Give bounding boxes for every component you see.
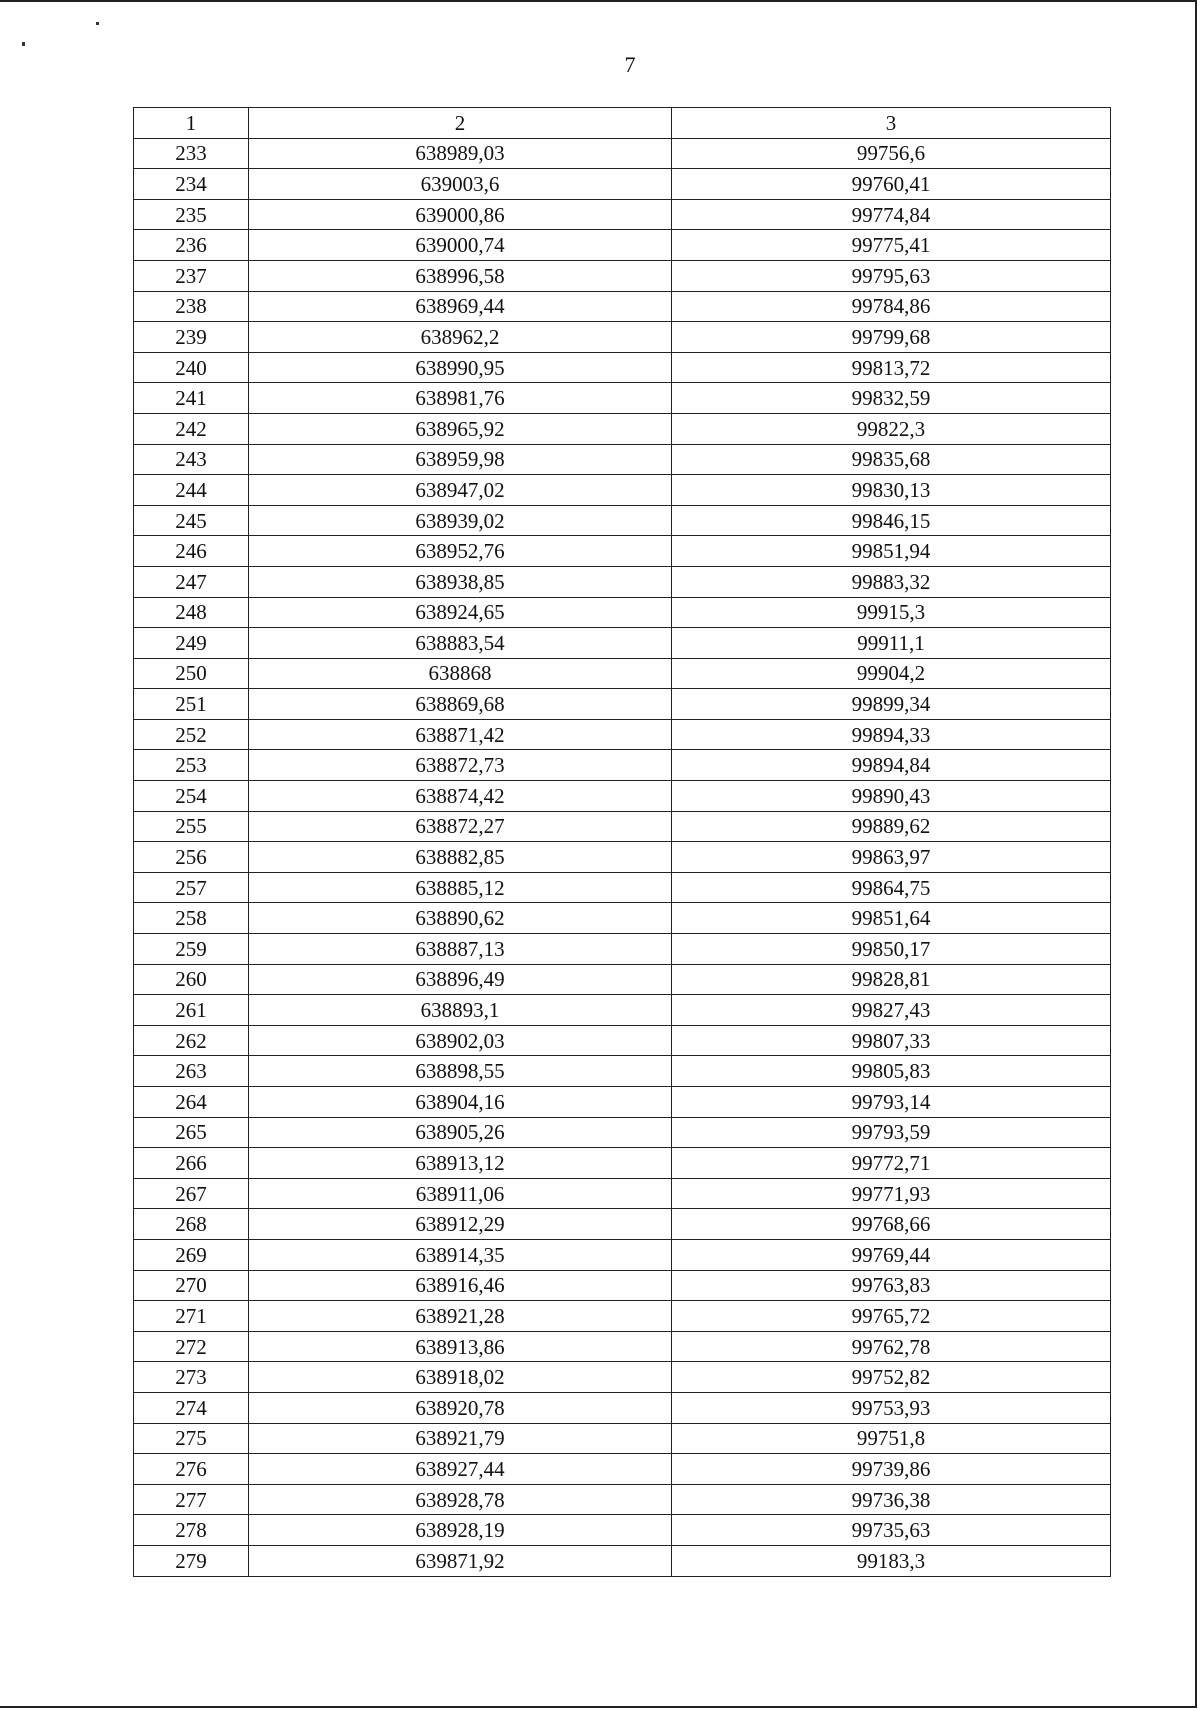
cell-y-coordinate: 99904,2 xyxy=(672,658,1111,689)
cell-point-number: 242 xyxy=(134,413,249,444)
table-row xyxy=(134,536,1111,567)
table-row xyxy=(134,1270,1111,1301)
table-row xyxy=(134,1148,1111,1179)
cell-x-coordinate: 638868 xyxy=(249,658,672,689)
cell-x-coordinate: 638939,02 xyxy=(249,505,672,536)
cell-y-coordinate: 99850,17 xyxy=(672,934,1111,965)
table-row xyxy=(134,1056,1111,1087)
cell-y-coordinate: 99772,71 xyxy=(672,1148,1111,1179)
cell-y-coordinate: 99795,63 xyxy=(672,260,1111,291)
cell-x-coordinate: 638921,79 xyxy=(249,1423,672,1454)
cell-y-coordinate: 99851,64 xyxy=(672,903,1111,934)
cell-x-coordinate: 638905,26 xyxy=(249,1117,672,1148)
cell-y-coordinate: 99835,68 xyxy=(672,444,1111,475)
cell-y-coordinate: 99739,86 xyxy=(672,1454,1111,1485)
table-row xyxy=(134,872,1111,903)
cell-point-number: 252 xyxy=(134,719,249,750)
cell-y-coordinate: 99735,63 xyxy=(672,1515,1111,1546)
cell-point-number: 259 xyxy=(134,934,249,965)
cell-point-number: 254 xyxy=(134,781,249,812)
table-row xyxy=(134,413,1111,444)
cell-y-coordinate: 99760,41 xyxy=(672,169,1111,200)
cell-x-coordinate: 638887,13 xyxy=(249,934,672,965)
cell-y-coordinate: 99890,43 xyxy=(672,781,1111,812)
table-row xyxy=(134,811,1111,842)
cell-y-coordinate: 99774,84 xyxy=(672,199,1111,230)
cell-point-number: 240 xyxy=(134,352,249,383)
table-row xyxy=(134,1545,1111,1576)
cell-x-coordinate: 638928,78 xyxy=(249,1484,672,1515)
cell-y-coordinate: 99771,93 xyxy=(672,1178,1111,1209)
table-row xyxy=(134,1178,1111,1209)
cell-x-coordinate: 639871,92 xyxy=(249,1545,672,1576)
cell-point-number: 248 xyxy=(134,597,249,628)
cell-point-number: 236 xyxy=(134,230,249,261)
table-row xyxy=(134,1239,1111,1270)
scan-speck xyxy=(22,42,25,46)
cell-point-number: 270 xyxy=(134,1270,249,1301)
cell-y-coordinate: 99784,86 xyxy=(672,291,1111,322)
table-row xyxy=(134,628,1111,659)
table-row xyxy=(134,781,1111,812)
cell-x-coordinate: 638952,76 xyxy=(249,536,672,567)
cell-y-coordinate: 99828,81 xyxy=(672,964,1111,995)
cell-y-coordinate: 99883,32 xyxy=(672,566,1111,597)
cell-x-coordinate: 638896,49 xyxy=(249,964,672,995)
cell-x-coordinate: 638890,62 xyxy=(249,903,672,934)
table-row xyxy=(134,842,1111,873)
cell-x-coordinate: 638921,28 xyxy=(249,1301,672,1332)
cell-y-coordinate: 99756,6 xyxy=(672,138,1111,169)
cell-point-number: 237 xyxy=(134,260,249,291)
cell-point-number: 278 xyxy=(134,1515,249,1546)
cell-point-number: 247 xyxy=(134,566,249,597)
table-row xyxy=(134,964,1111,995)
cell-x-coordinate: 638916,46 xyxy=(249,1270,672,1301)
cell-x-coordinate: 638869,68 xyxy=(249,689,672,720)
table-row xyxy=(134,1301,1111,1332)
table-row xyxy=(134,1362,1111,1393)
table-row xyxy=(134,658,1111,689)
cell-point-number: 257 xyxy=(134,872,249,903)
cell-x-coordinate: 638996,58 xyxy=(249,260,672,291)
cell-point-number: 251 xyxy=(134,689,249,720)
table-row xyxy=(134,1484,1111,1515)
cell-x-coordinate: 638927,44 xyxy=(249,1454,672,1485)
cell-x-coordinate: 638918,02 xyxy=(249,1362,672,1393)
cell-y-coordinate: 99864,75 xyxy=(672,872,1111,903)
table-row xyxy=(134,1392,1111,1423)
cell-x-coordinate: 639000,86 xyxy=(249,199,672,230)
scan-speck xyxy=(96,22,99,25)
table-row xyxy=(134,1423,1111,1454)
cell-point-number: 277 xyxy=(134,1484,249,1515)
cell-point-number: 274 xyxy=(134,1392,249,1423)
cell-y-coordinate: 99765,72 xyxy=(672,1301,1111,1332)
cell-y-coordinate: 99830,13 xyxy=(672,475,1111,506)
cell-point-number: 279 xyxy=(134,1545,249,1576)
cell-x-coordinate: 638989,03 xyxy=(249,138,672,169)
cell-point-number: 275 xyxy=(134,1423,249,1454)
table-row xyxy=(134,199,1111,230)
cell-x-coordinate: 638965,92 xyxy=(249,413,672,444)
cell-y-coordinate: 99799,68 xyxy=(672,322,1111,353)
cell-x-coordinate: 638962,2 xyxy=(249,322,672,353)
table-row xyxy=(134,750,1111,781)
table-row xyxy=(134,1515,1111,1546)
cell-x-coordinate: 638874,42 xyxy=(249,781,672,812)
cell-x-coordinate: 638871,42 xyxy=(249,719,672,750)
table-row xyxy=(134,1025,1111,1056)
cell-point-number: 264 xyxy=(134,1087,249,1118)
cell-point-number: 246 xyxy=(134,536,249,567)
table-row xyxy=(134,1454,1111,1485)
cell-y-coordinate: 99775,41 xyxy=(672,230,1111,261)
page-number: 7 xyxy=(624,52,636,77)
cell-x-coordinate: 638872,73 xyxy=(249,750,672,781)
table-row xyxy=(134,1087,1111,1118)
cell-point-number: 269 xyxy=(134,1239,249,1270)
cell-point-number: 273 xyxy=(134,1362,249,1393)
cell-y-coordinate: 99851,94 xyxy=(672,536,1111,567)
coordinates-table xyxy=(133,107,1111,1577)
table-row xyxy=(134,1209,1111,1240)
cell-x-coordinate: 638959,98 xyxy=(249,444,672,475)
cell-x-coordinate: 638893,1 xyxy=(249,995,672,1026)
cell-y-coordinate: 99769,44 xyxy=(672,1239,1111,1270)
cell-x-coordinate: 638990,95 xyxy=(249,352,672,383)
column-header-point-number: 1 xyxy=(134,108,249,139)
cell-x-coordinate: 638913,12 xyxy=(249,1148,672,1179)
cell-point-number: 250 xyxy=(134,658,249,689)
cell-point-number: 268 xyxy=(134,1209,249,1240)
cell-point-number: 256 xyxy=(134,842,249,873)
cell-y-coordinate: 99751,8 xyxy=(672,1423,1111,1454)
cell-point-number: 263 xyxy=(134,1056,249,1087)
cell-y-coordinate: 99807,33 xyxy=(672,1025,1111,1056)
table-row xyxy=(134,934,1111,965)
cell-x-coordinate: 638938,85 xyxy=(249,566,672,597)
cell-point-number: 235 xyxy=(134,199,249,230)
cell-x-coordinate: 638920,78 xyxy=(249,1392,672,1423)
cell-x-coordinate: 638883,54 xyxy=(249,628,672,659)
cell-y-coordinate: 99899,34 xyxy=(672,689,1111,720)
cell-x-coordinate: 638882,85 xyxy=(249,842,672,873)
cell-x-coordinate: 638969,44 xyxy=(249,291,672,322)
table-row xyxy=(134,291,1111,322)
cell-point-number: 258 xyxy=(134,903,249,934)
cell-x-coordinate: 638928,19 xyxy=(249,1515,672,1546)
cell-y-coordinate: 99832,59 xyxy=(672,383,1111,414)
cell-point-number: 267 xyxy=(134,1178,249,1209)
cell-y-coordinate: 99915,3 xyxy=(672,597,1111,628)
cell-point-number: 271 xyxy=(134,1301,249,1332)
cell-point-number: 234 xyxy=(134,169,249,200)
cell-point-number: 253 xyxy=(134,750,249,781)
cell-x-coordinate: 638913,86 xyxy=(249,1331,672,1362)
column-header-y: 3 xyxy=(672,108,1111,139)
table-row xyxy=(134,995,1111,1026)
cell-point-number: 261 xyxy=(134,995,249,1026)
cell-point-number: 262 xyxy=(134,1025,249,1056)
table-row xyxy=(134,597,1111,628)
cell-point-number: 233 xyxy=(134,138,249,169)
cell-x-coordinate: 638872,27 xyxy=(249,811,672,842)
table-row xyxy=(134,475,1111,506)
cell-y-coordinate: 99894,33 xyxy=(672,719,1111,750)
table-row xyxy=(134,903,1111,934)
cell-y-coordinate: 99813,72 xyxy=(672,352,1111,383)
cell-x-coordinate: 638924,65 xyxy=(249,597,672,628)
cell-x-coordinate: 638902,03 xyxy=(249,1025,672,1056)
cell-y-coordinate: 99805,83 xyxy=(672,1056,1111,1087)
cell-y-coordinate: 99894,84 xyxy=(672,750,1111,781)
cell-point-number: 260 xyxy=(134,964,249,995)
cell-x-coordinate: 639003,6 xyxy=(249,169,672,200)
cell-point-number: 249 xyxy=(134,628,249,659)
table-row xyxy=(134,444,1111,475)
cell-y-coordinate: 99763,83 xyxy=(672,1270,1111,1301)
table-row xyxy=(134,383,1111,414)
column-header-x: 2 xyxy=(249,108,672,139)
table-row xyxy=(134,322,1111,353)
cell-x-coordinate: 638947,02 xyxy=(249,475,672,506)
table-row xyxy=(134,1117,1111,1148)
cell-point-number: 255 xyxy=(134,811,249,842)
cell-point-number: 272 xyxy=(134,1331,249,1362)
cell-y-coordinate: 99889,62 xyxy=(672,811,1111,842)
table-row xyxy=(134,719,1111,750)
cell-x-coordinate: 638981,76 xyxy=(249,383,672,414)
cell-point-number: 276 xyxy=(134,1454,249,1485)
cell-y-coordinate: 99827,43 xyxy=(672,995,1111,1026)
cell-y-coordinate: 99762,78 xyxy=(672,1331,1111,1362)
cell-x-coordinate: 638912,29 xyxy=(249,1209,672,1240)
cell-point-number: 265 xyxy=(134,1117,249,1148)
cell-y-coordinate: 99752,82 xyxy=(672,1362,1111,1393)
table-row xyxy=(134,505,1111,536)
table-row xyxy=(134,1331,1111,1362)
table-row xyxy=(134,230,1111,261)
cell-y-coordinate: 99911,1 xyxy=(672,628,1111,659)
table-row xyxy=(134,138,1111,169)
table-row xyxy=(134,352,1111,383)
table-body xyxy=(134,138,1111,1576)
cell-x-coordinate: 638911,06 xyxy=(249,1178,672,1209)
table-row xyxy=(134,566,1111,597)
cell-x-coordinate: 639000,74 xyxy=(249,230,672,261)
cell-point-number: 239 xyxy=(134,322,249,353)
cell-x-coordinate: 638898,55 xyxy=(249,1056,672,1087)
table-row xyxy=(134,260,1111,291)
cell-y-coordinate: 99768,66 xyxy=(672,1209,1111,1240)
cell-y-coordinate: 99736,38 xyxy=(672,1484,1111,1515)
cell-y-coordinate: 99822,3 xyxy=(672,413,1111,444)
cell-point-number: 243 xyxy=(134,444,249,475)
cell-y-coordinate: 99753,93 xyxy=(672,1392,1111,1423)
cell-point-number: 241 xyxy=(134,383,249,414)
cell-y-coordinate: 99863,97 xyxy=(672,842,1111,873)
cell-y-coordinate: 99846,15 xyxy=(672,505,1111,536)
cell-x-coordinate: 638885,12 xyxy=(249,872,672,903)
cell-x-coordinate: 638904,16 xyxy=(249,1087,672,1118)
cell-y-coordinate: 99793,14 xyxy=(672,1087,1111,1118)
table-row xyxy=(134,169,1111,200)
cell-point-number: 245 xyxy=(134,505,249,536)
cell-x-coordinate: 638914,35 xyxy=(249,1239,672,1270)
table-row xyxy=(134,689,1111,720)
cell-point-number: 266 xyxy=(134,1148,249,1179)
cell-point-number: 238 xyxy=(134,291,249,322)
cell-y-coordinate: 99793,59 xyxy=(672,1117,1111,1148)
table-header-row xyxy=(134,108,1111,139)
cell-y-coordinate: 99183,3 xyxy=(672,1545,1111,1576)
cell-point-number: 244 xyxy=(134,475,249,506)
